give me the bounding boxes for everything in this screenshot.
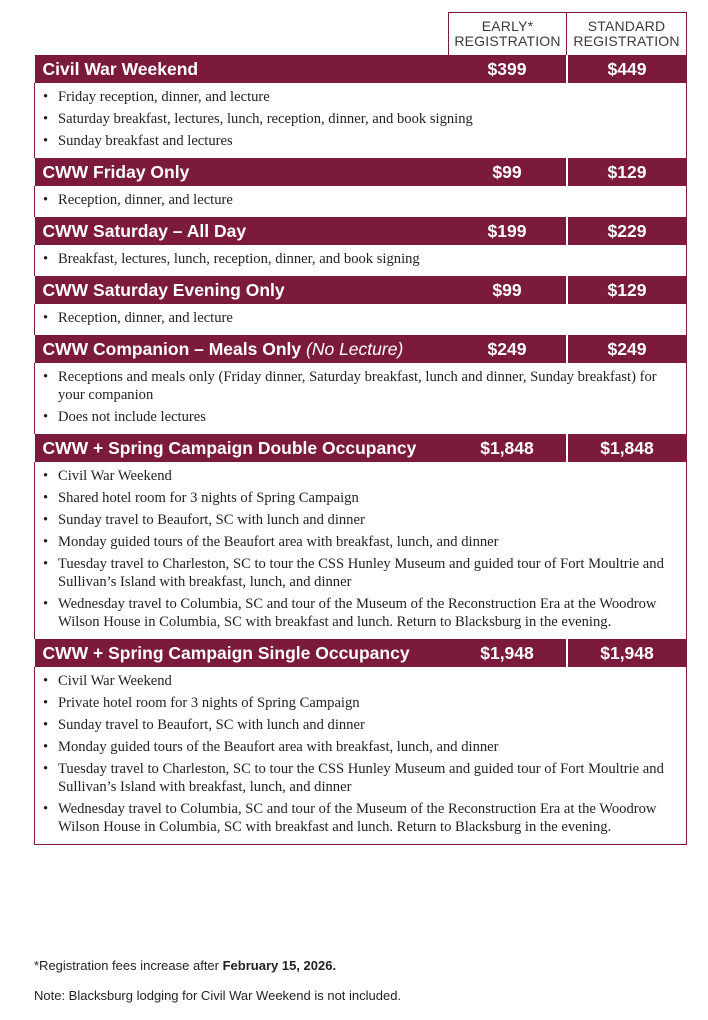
standard-price: $1,848 [567, 434, 687, 462]
package-details-row [35, 304, 687, 335]
inclusion-item [41, 489, 678, 507]
fee-increase-date: February 15, 2026. [222, 958, 337, 973]
pricing-table [34, 12, 687, 845]
bullet-icon: • [43, 534, 49, 550]
package-name [35, 55, 449, 83]
inclusion-item [41, 694, 678, 712]
inclusion-text: Civil War Weekend [58, 673, 172, 689]
inclusion-text: Civil War Weekend [58, 468, 172, 484]
package-title: CWW Saturday – All Day [42, 220, 247, 241]
bullet-icon: • [43, 512, 49, 528]
inclusion-text: Does not include lectures [58, 409, 206, 425]
inclusion-text: Saturday breakfast, lectures, lunch, reception, dinner, and book signing [58, 111, 473, 127]
inclusion-item [41, 533, 678, 551]
standard-price: $1,948 [567, 639, 687, 667]
package-title: CWW Friday Only [42, 161, 190, 182]
inclusion-text: Tuesday travel to Charleston, SC to tour the CSS Hunley Museum and guided tour of Fort Moultrie and Sullivan’s Island with breakfast, lunch, and dinner [58, 761, 664, 795]
bullet-icon: • [43, 133, 49, 149]
inclusion-list [41, 672, 678, 836]
early-registration-header [449, 13, 567, 56]
inclusion-list [41, 250, 678, 268]
bullet-icon: • [43, 761, 49, 777]
package-details [35, 304, 687, 335]
package-details-row [35, 245, 687, 276]
inclusion-text: Reception, dinner, and lecture [58, 310, 233, 326]
package-header-row [35, 276, 687, 304]
inclusion-item [41, 672, 678, 690]
package-name [35, 434, 449, 462]
inclusion-item [41, 88, 678, 106]
package-details [35, 462, 687, 639]
inclusion-text: Sunday travel to Beaufort, SC with lunch and dinner [58, 717, 365, 733]
package-header-row [35, 639, 687, 667]
bullet-icon: • [43, 717, 49, 733]
bullet-icon: • [43, 490, 49, 506]
inclusion-item [41, 191, 678, 209]
standard-registration-header [567, 13, 687, 56]
early-price: $1,948 [449, 639, 567, 667]
bullet-icon: • [43, 310, 49, 326]
inclusion-text: Private hotel room for 3 nights of Spring Campaign [58, 695, 360, 711]
package-name [35, 217, 449, 245]
package-details [35, 186, 687, 217]
bullet-icon: • [43, 468, 49, 484]
package-details [35, 83, 687, 158]
early-price: $199 [449, 217, 567, 245]
package-details-row [35, 83, 687, 158]
inclusion-list [41, 191, 678, 209]
inclusion-text: Wednesday travel to Columbia, SC and tour of the Museum of the Reconstruction Era at the Woodrow Wilson House in Columbia, SC with breakfast and lunch. Return to Blacksburg in the evening. [58, 596, 657, 630]
inclusion-list [41, 467, 678, 631]
standard-price: $129 [567, 158, 687, 186]
inclusion-text: Sunday breakfast and lectures [58, 133, 233, 149]
package-name [35, 276, 449, 304]
inclusion-text: Monday guided tours of the Beaufort area with breakfast, lunch, and dinner [58, 739, 499, 755]
bullet-icon: • [43, 192, 49, 208]
package-name [35, 335, 449, 363]
bullet-icon: • [43, 409, 49, 425]
early-price: $399 [449, 55, 567, 83]
inclusion-item [41, 368, 678, 404]
standard-price: $229 [567, 217, 687, 245]
inclusion-item [41, 595, 678, 631]
package-details-row [35, 363, 687, 434]
inclusion-text: Receptions and meals only (Friday dinner, Saturday breakfast, lunch and dinner, Sunday breakfast) for your companion [58, 369, 657, 403]
bullet-icon: • [43, 801, 49, 817]
standard-header-line-2: REGISTRATION [573, 33, 680, 49]
bullet-icon: • [43, 111, 49, 127]
inclusion-item [41, 716, 678, 734]
bullet-icon: • [43, 556, 49, 572]
inclusion-item [41, 511, 678, 529]
package-details-row [35, 462, 687, 639]
inclusion-item [41, 132, 678, 150]
bullet-icon: • [43, 251, 49, 267]
standard-price: $129 [567, 276, 687, 304]
package-details-row [35, 667, 687, 845]
standard-price: $249 [567, 335, 687, 363]
inclusion-item [41, 738, 678, 756]
package-details [35, 667, 687, 845]
inclusion-item [41, 250, 678, 268]
column-header-row [35, 13, 687, 56]
package-header-row [35, 434, 687, 462]
bullet-icon: • [43, 596, 49, 612]
inclusion-text: Tuesday travel to Charleston, SC to tour the CSS Hunley Museum and guided tour of Fort Moultrie and Sullivan’s Island with breakfast, lunch, and dinner [58, 556, 664, 590]
package-details [35, 245, 687, 276]
early-header-line-2: REGISTRATION [454, 33, 561, 49]
package-title: CWW Companion – Meals Only [42, 338, 302, 359]
inclusion-item [41, 467, 678, 485]
inclusion-text: Sunday travel to Beaufort, SC with lunch and dinner [58, 512, 365, 528]
early-price: $99 [449, 158, 567, 186]
lodging-footnote: Note: Blacksburg lodging for Civil War Weekend is not included. [34, 988, 402, 1003]
package-details [35, 363, 687, 434]
header-spacer [35, 13, 449, 56]
bullet-icon: • [43, 369, 49, 385]
inclusion-text: Monday guided tours of the Beaufort area with breakfast, lunch, and dinner [58, 534, 499, 550]
fee-increase-text: *Registration fees increase after [34, 958, 219, 973]
inclusion-text: Friday reception, dinner, and lecture [58, 89, 270, 105]
package-title: CWW Saturday Evening Only [42, 279, 285, 300]
package-note: (No Lecture) [306, 338, 404, 359]
early-header-line-1: EARLY* [481, 18, 534, 34]
inclusion-list [41, 309, 678, 327]
inclusion-text: Reception, dinner, and lecture [58, 192, 233, 208]
package-header-row [35, 158, 687, 186]
inclusion-item [41, 555, 678, 591]
early-price: $249 [449, 335, 567, 363]
package-title: CWW + Spring Campaign Double Occupancy [42, 437, 417, 458]
early-price: $99 [449, 276, 567, 304]
package-header-row [35, 55, 687, 83]
package-header-row [35, 217, 687, 245]
inclusion-list [41, 368, 678, 426]
inclusion-item [41, 309, 678, 327]
inclusion-item [41, 760, 678, 796]
fee-increase-footnote [34, 958, 336, 973]
package-title: Civil War Weekend [42, 58, 199, 79]
inclusion-text: Shared hotel room for 3 nights of Spring Campaign [58, 490, 359, 506]
package-name [35, 158, 449, 186]
bullet-icon: • [43, 673, 49, 689]
inclusion-item [41, 800, 678, 836]
package-header-row [35, 335, 687, 363]
package-details-row [35, 186, 687, 217]
bullet-icon: • [43, 739, 49, 755]
bullet-icon: • [43, 89, 49, 105]
package-title: CWW + Spring Campaign Single Occupancy [42, 642, 410, 663]
inclusion-text: Breakfast, lectures, lunch, reception, dinner, and book signing [58, 251, 420, 267]
early-price: $1,848 [449, 434, 567, 462]
standard-header-line-1: STANDARD [587, 18, 666, 34]
standard-price: $449 [567, 55, 687, 83]
inclusion-item [41, 408, 678, 426]
inclusion-text: Wednesday travel to Columbia, SC and tour of the Museum of the Reconstruction Era at the Woodrow Wilson House in Columbia, SC with breakfast and lunch. Return to Blacksburg in the evening. [58, 801, 657, 835]
inclusion-list [41, 88, 678, 150]
packages-body [35, 55, 687, 845]
bullet-icon: • [43, 695, 49, 711]
inclusion-item [41, 110, 678, 128]
package-name [35, 639, 449, 667]
